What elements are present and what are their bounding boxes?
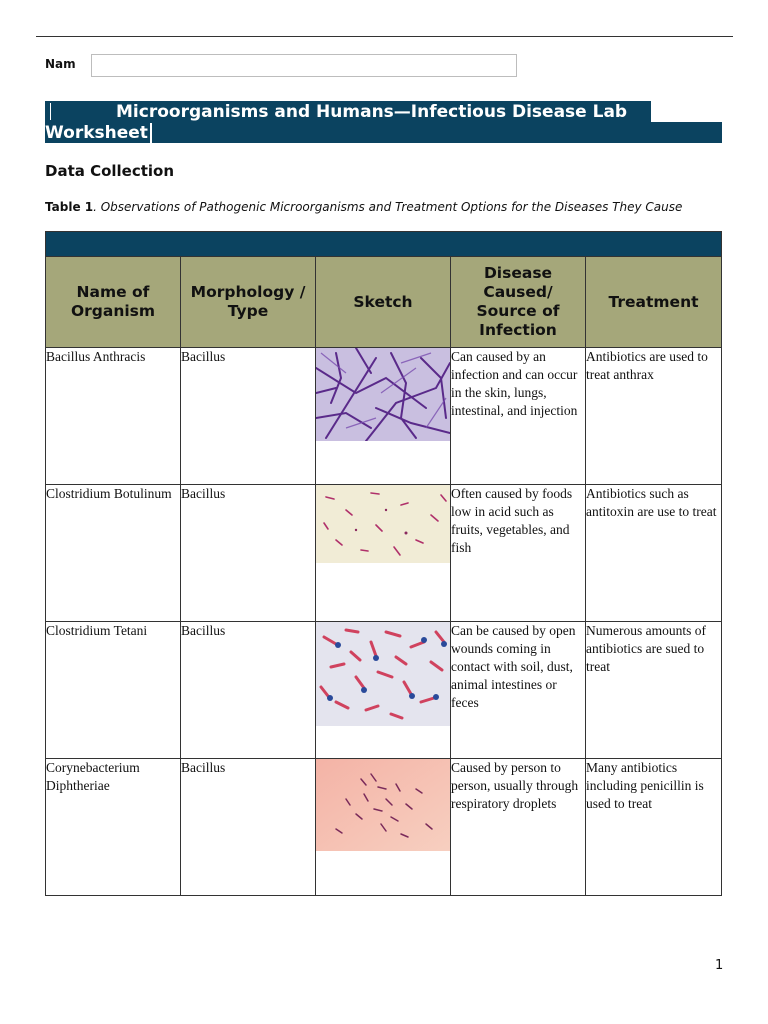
morphology-cell: Bacillus xyxy=(181,759,316,896)
column-header-disease: Disease Caused/ Source of Infection xyxy=(451,257,586,348)
organism-cell: Clostridium Botulinum xyxy=(46,485,181,622)
organism-cell: Clostridium Tetani xyxy=(46,622,181,759)
title-line-2: Worksheet xyxy=(45,123,152,143)
sketch-cell xyxy=(316,759,451,896)
caption-label: Table 1 xyxy=(45,200,94,214)
treatment-cell: Many antibiotics including penicillin is used to treat xyxy=(586,759,722,896)
clostridium-tetani-micrograph xyxy=(316,622,450,726)
morphology-cell: Bacillus xyxy=(181,485,316,622)
table-row xyxy=(46,622,722,759)
title-line-1: Microorganisms and Humans—Infectious Disease Lab xyxy=(116,102,628,122)
title-banner xyxy=(45,101,653,122)
table-header-row xyxy=(46,257,722,348)
column-header-morphology: Morphology / Type xyxy=(181,257,316,348)
name-label: Nam xyxy=(45,57,76,71)
clostridium-botulinum-micrograph xyxy=(316,485,450,563)
treatment-cell: Antibiotics are used to treat anthrax xyxy=(586,348,722,485)
organism-cell: Corynebacterium Diphtheriae xyxy=(46,759,181,896)
morphology-cell: Bacillus xyxy=(181,348,316,485)
name-field[interactable] xyxy=(91,54,517,77)
observations-table xyxy=(45,231,722,896)
disease-cell: Often caused by foods low in acid such as fruits, vegetables, and fish xyxy=(451,485,586,622)
sketch-cell xyxy=(316,348,451,485)
disease-cell: Can be caused by open wounds coming in contact with soil, dust, animal intestines or feces xyxy=(451,622,586,759)
table-row xyxy=(46,759,722,896)
bacillus-anthracis-micrograph xyxy=(316,348,450,441)
caption-text: . Observations of Pathogenic Microorganisms and Treatment Options for the Diseases They Cause xyxy=(93,200,683,214)
column-header-treatment: Treatment xyxy=(586,257,722,348)
table-header-band xyxy=(46,232,722,257)
title-banner-continued xyxy=(45,122,722,143)
treatment-cell: Antibiotics such as antitoxin are use to treat xyxy=(586,485,722,622)
table-caption xyxy=(45,200,682,214)
table-row xyxy=(46,348,722,485)
banner-divider xyxy=(50,103,51,120)
corynebacterium-diphtheriae-micrograph xyxy=(316,759,450,851)
treatment-cell: Numerous amounts of antibiotics are sued to treat xyxy=(586,622,722,759)
page-number: 1 xyxy=(715,958,724,973)
column-header-sketch: Sketch xyxy=(316,257,451,348)
sketch-cell xyxy=(316,485,451,622)
morphology-cell: Bacillus xyxy=(181,622,316,759)
organism-cell: Bacillus Anthracis xyxy=(46,348,181,485)
disease-cell: Can caused by an infection and can occur in the skin, lungs, intestinal, and injection xyxy=(451,348,586,485)
table-row xyxy=(46,485,722,622)
top-rule xyxy=(36,36,733,37)
sketch-cell xyxy=(316,622,451,759)
section-heading: Data Collection xyxy=(45,162,175,180)
disease-cell: Caused by person to person, usually through respiratory droplets xyxy=(451,759,586,896)
column-header-organism: Name of Organism xyxy=(46,257,181,348)
